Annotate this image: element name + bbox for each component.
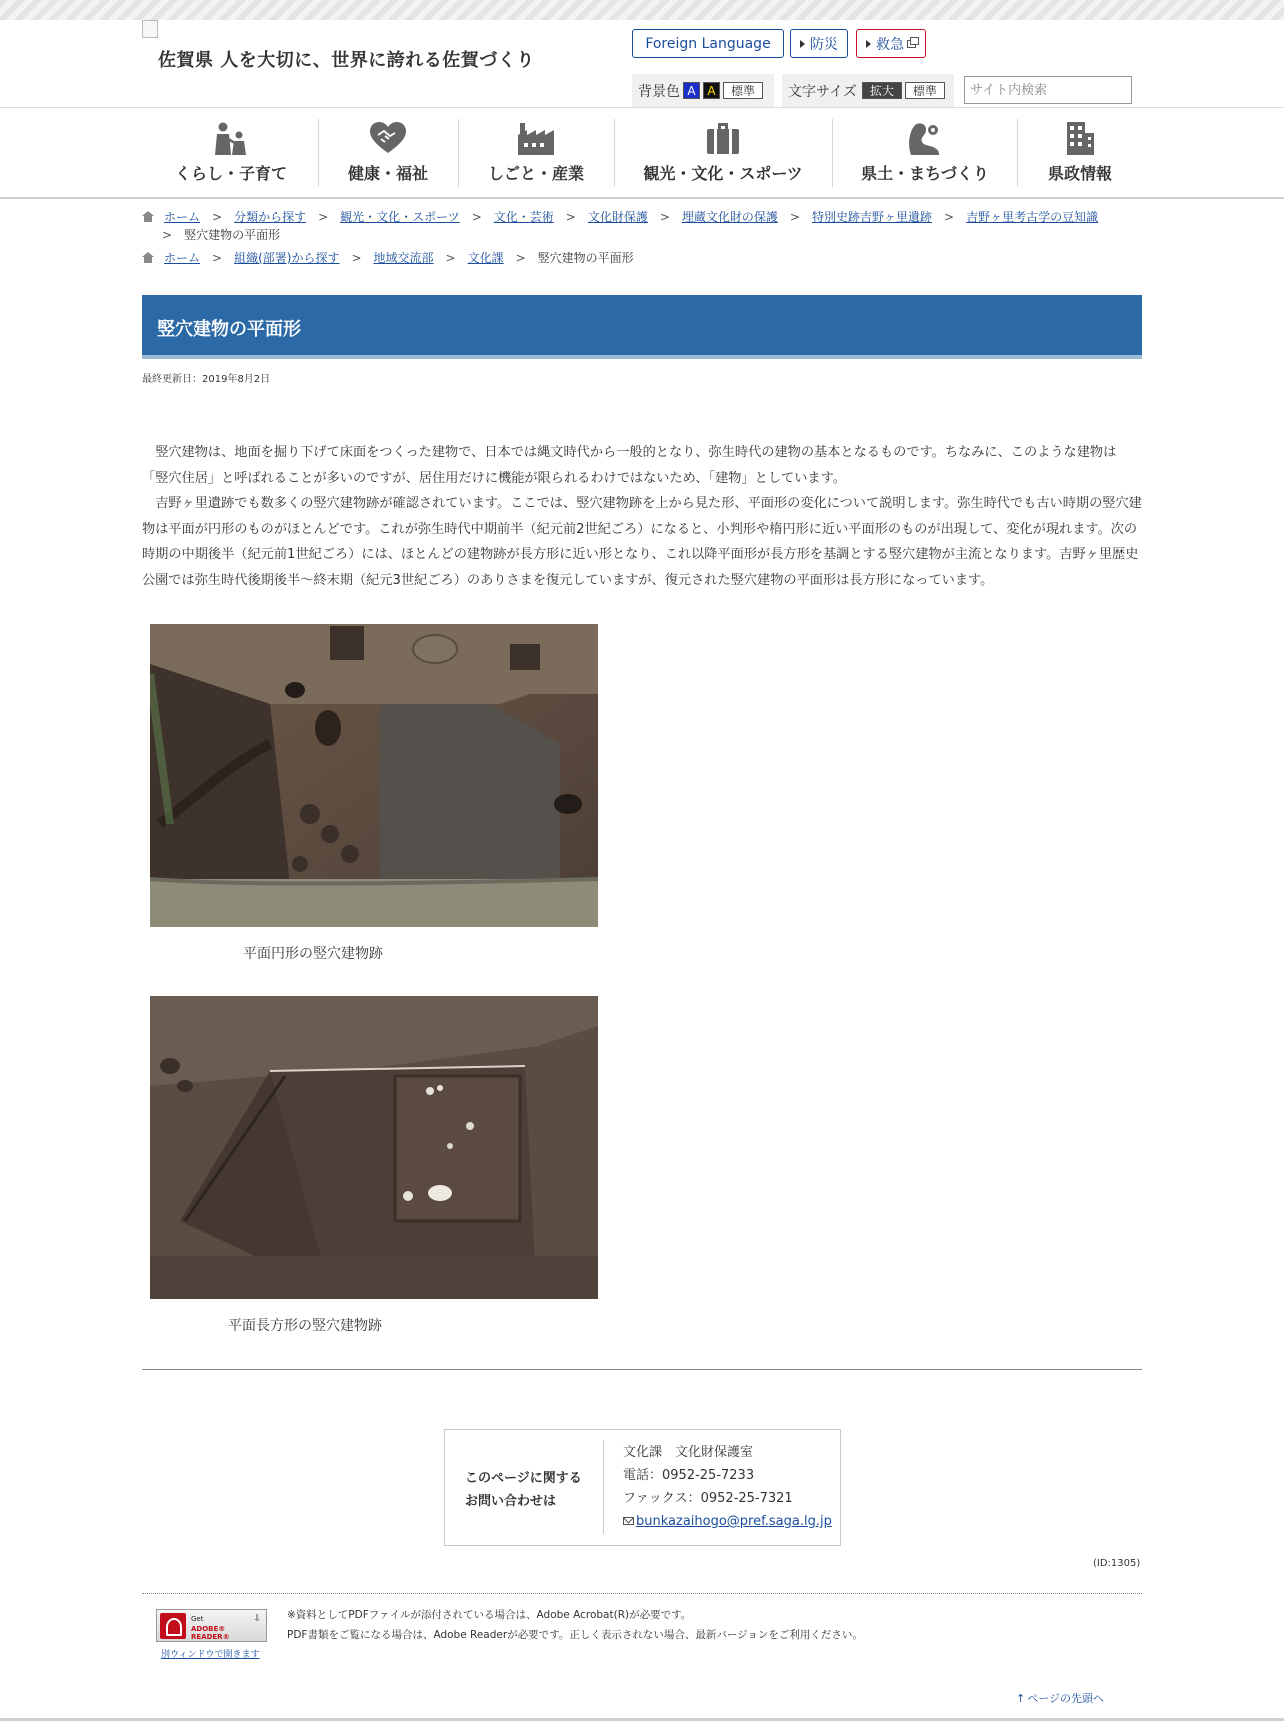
bg-black-button[interactable]: A bbox=[703, 82, 720, 99]
nav-label: 健康・福祉 bbox=[347, 164, 428, 183]
contact-email-link[interactable]: bunkazaihogo@pref.saga.lg.jp bbox=[636, 1514, 832, 1529]
font-size-control bbox=[782, 74, 954, 107]
nav-label: 観光・文化・スポーツ bbox=[643, 164, 803, 183]
nav-kurashi[interactable] bbox=[166, 115, 296, 193]
nav-divider bbox=[832, 119, 833, 187]
breadcrumb-link[interactable]: 分類から探す bbox=[234, 210, 307, 224]
get-adobe-reader-button[interactable] bbox=[156, 1609, 267, 1642]
site-header bbox=[0, 20, 1284, 108]
nav-shigoto[interactable] bbox=[470, 115, 602, 193]
photo-caption: 平面長方形の竪穴建物跡 bbox=[228, 1318, 382, 1334]
breadcrumb-separator: > bbox=[445, 251, 456, 265]
breadcrumb-separator: > bbox=[318, 210, 329, 224]
map-icon bbox=[905, 121, 945, 155]
contact-heading-line: このページに関する bbox=[465, 1471, 582, 1486]
breadcrumb-link[interactable]: 埋蔵文化財の保護 bbox=[681, 210, 778, 224]
breadcrumb-current: 竪穴建物の平面形 bbox=[537, 251, 634, 265]
nav-divider bbox=[614, 119, 615, 187]
pdf-note-line: PDF書類をご覧になる場合は、Adobe Readerが必要です。正しく表示されない場合、最新バージョンをご利用ください。 bbox=[287, 1629, 863, 1641]
page-title-bar bbox=[142, 295, 1142, 359]
site-search-input[interactable] bbox=[964, 76, 1132, 104]
home-icon bbox=[142, 252, 154, 263]
photo-rectangular-dwelling bbox=[150, 996, 598, 1299]
contact-department: 文化課 文化財保護室 bbox=[623, 1445, 754, 1460]
article-paragraph: 吉野ヶ里遺跡でも数多くの竪穴建物跡が確認されています。ここでは、竪穴建物跡を上から見た形、平面形の変化について説明します。弥生時代でも古い時期の竪穴建物は平面が円形のものがほとんどです。これが弥生時代中期前半（紀元前2世紀ごろ）になると、小判形や楕円形に近い平面形のものが出現して、変化が現れます。次の時期の中期後半（紀元前1世紀ごろ）には、ほとんどの建物跡が長方形に近い形となり、これ以降平面形が長方形を基調とする竪穴建物が主流となります。吉野ヶ里歴史公園では弥生時代後期後半～終末期（紀元3世紀ごろ）のありさまを復元していますが、復元された竪穴建物の平面形は長方形になっています。 bbox=[142, 496, 1142, 588]
divider bbox=[142, 1369, 1142, 1370]
external-window-icon bbox=[907, 40, 916, 48]
family-icon bbox=[211, 121, 251, 155]
breadcrumb bbox=[142, 208, 1142, 244]
building-icon bbox=[1060, 121, 1100, 155]
bosai-label: 防災 bbox=[810, 36, 838, 53]
breadcrumb-separator: > bbox=[944, 210, 955, 224]
breadcrumb-link[interactable]: 文化課 bbox=[467, 251, 504, 265]
bg-blue-button[interactable]: A bbox=[683, 82, 700, 99]
triangle-icon bbox=[866, 40, 871, 48]
nav-label: しごと・産業 bbox=[487, 164, 584, 183]
article-paragraph: 竪穴建物は、地面を掘り下げて床面をつくった建物で、日本では縄文時代から一般的となり、弥生時代の建物の基本となるものです。ちなみに、このような建物は「竪穴住居」と呼ばれることが多いのですが、居住用だけに機能が限られるわけではないため、「建物」としています。 bbox=[142, 445, 1117, 486]
breadcrumb-link[interactable]: 吉野ヶ里考古学の豆知識 bbox=[966, 210, 1099, 224]
breadcrumb-separator: > bbox=[212, 210, 223, 224]
pdf-note-line: ※資料としてPDFファイルが添付されている場合は、Adobe Acrobat(R)が必要です。 bbox=[287, 1609, 692, 1621]
breadcrumb-link[interactable]: ホーム bbox=[164, 251, 201, 265]
triangle-icon bbox=[800, 40, 805, 48]
photo-circular-dwelling bbox=[150, 624, 598, 927]
nav-label: くらし・子育て bbox=[174, 164, 287, 183]
global-nav bbox=[0, 109, 1284, 199]
foreign-language-button[interactable]: Foreign Language bbox=[632, 29, 784, 58]
nav-label: 県政情報 bbox=[1047, 164, 1112, 183]
nav-divider bbox=[458, 119, 459, 187]
breadcrumb-link[interactable]: 特別史跡吉野ヶ里遺跡 bbox=[811, 210, 932, 224]
font-standard-button[interactable]: 標準 bbox=[905, 82, 945, 99]
factory-icon bbox=[516, 121, 556, 155]
nav-divider bbox=[1017, 119, 1018, 187]
suitcase-icon bbox=[703, 121, 743, 155]
adobe-reader-text: ADOBE® READER® bbox=[191, 1625, 230, 1641]
back-to-top-label: ページの先頭へ bbox=[1027, 1692, 1104, 1705]
photo-caption: 平面円形の竪穴建物跡 bbox=[243, 946, 383, 962]
background-color-control bbox=[632, 74, 774, 107]
bosai-button[interactable] bbox=[790, 29, 848, 58]
article-body bbox=[142, 440, 1142, 593]
top-pattern-strip bbox=[0, 0, 1284, 20]
breadcrumb-link[interactable]: 文化・芸術 bbox=[493, 210, 554, 224]
kyukyu-button[interactable] bbox=[856, 29, 926, 58]
breadcrumb-separator: > bbox=[351, 251, 362, 265]
page-title: 竪穴建物の平面形 bbox=[157, 319, 301, 340]
contact-fax: ファックス：0952-25-7321 bbox=[623, 1491, 793, 1506]
adobe-new-window-link[interactable]: 別ウィンドウで開きます bbox=[161, 1650, 260, 1660]
last-updated: 最終更新日：2019年8月2日 bbox=[142, 374, 271, 385]
adobe-logo-icon bbox=[160, 1613, 186, 1639]
breadcrumb-separator: > bbox=[471, 210, 482, 224]
heart-handshake-icon bbox=[368, 121, 408, 155]
breadcrumb-org bbox=[142, 249, 634, 266]
bg-color-label: 背景色 bbox=[638, 83, 680, 100]
font-enlarge-button[interactable]: 拡大 bbox=[862, 82, 902, 99]
kyukyu-label: 救急 bbox=[876, 36, 904, 53]
font-size-label: 文字サイズ bbox=[788, 83, 857, 100]
contact-phone: 電話：0952-25-7233 bbox=[623, 1468, 755, 1483]
pdf-note bbox=[287, 1605, 863, 1645]
breadcrumb-link[interactable]: ホーム bbox=[164, 210, 201, 224]
contact-box bbox=[444, 1429, 841, 1546]
mail-icon bbox=[623, 1517, 634, 1525]
breadcrumb-link[interactable]: 地域交流部 bbox=[373, 251, 434, 265]
nav-divider bbox=[318, 119, 319, 187]
back-to-top-link[interactable] bbox=[1016, 1690, 1104, 1706]
breadcrumb-separator: > bbox=[659, 210, 670, 224]
breadcrumb-separator: > bbox=[212, 251, 223, 265]
bg-standard-button[interactable]: 標準 bbox=[723, 82, 763, 99]
nav-kensei[interactable] bbox=[1030, 115, 1130, 193]
breadcrumb-separator: > bbox=[789, 210, 800, 224]
breadcrumb-link[interactable]: 文化財保護 bbox=[587, 210, 648, 224]
breadcrumb-separator: > bbox=[515, 251, 526, 265]
page-id: (ID:1305) bbox=[1093, 1558, 1141, 1569]
nav-label: 県土・まちづくり bbox=[861, 164, 989, 183]
nav-kenko[interactable] bbox=[330, 115, 446, 193]
site-title[interactable]: 佐賀県 人を大切に、世界に誇れる佐賀づくり bbox=[158, 50, 535, 71]
home-icon bbox=[142, 211, 154, 222]
breadcrumb-link[interactable]: 組織(部署)から探す bbox=[234, 251, 340, 265]
logo-image[interactable] bbox=[142, 20, 158, 38]
arrow-up-icon: ↑ bbox=[1016, 1692, 1026, 1705]
contact-divider bbox=[603, 1440, 604, 1534]
download-arrow-icon: ⇩ bbox=[253, 1614, 261, 1624]
breadcrumb-separator: > bbox=[162, 228, 173, 242]
dotted-divider bbox=[142, 1593, 1142, 1594]
adobe-get-text: Get bbox=[191, 1615, 204, 1623]
breadcrumb-link[interactable]: 観光・文化・スポーツ bbox=[340, 210, 460, 224]
nav-kanko[interactable] bbox=[626, 115, 820, 193]
contact-heading-line: お問い合わせは bbox=[465, 1494, 557, 1509]
breadcrumb-separator: > bbox=[565, 210, 576, 224]
nav-kendo[interactable] bbox=[844, 115, 1006, 193]
breadcrumb-current: 竪穴建物の平面形 bbox=[184, 228, 281, 242]
contact-heading bbox=[465, 1467, 582, 1513]
contact-details bbox=[623, 1441, 832, 1533]
